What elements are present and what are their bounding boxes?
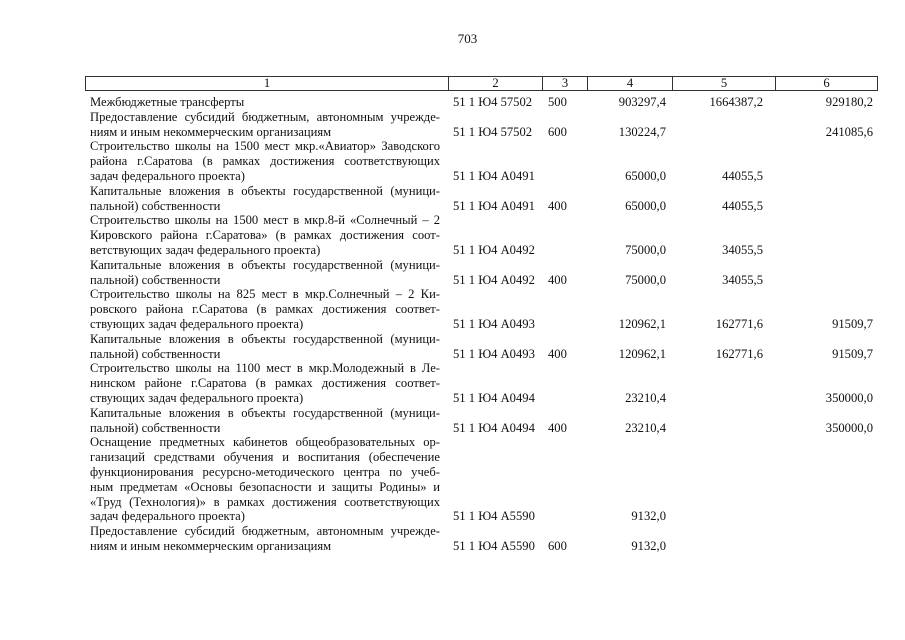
row-expense-type: 400: [548, 198, 567, 213]
table-row: [85, 139, 878, 183]
row-name-line: ствующих задач федерального проекта): [90, 316, 304, 331]
row-value-6: 350000,0: [825, 420, 873, 435]
row-value-6: 929180,2: [825, 95, 873, 109]
row-name-line: Капитальные вложения в объекты государственной (муници-: [90, 257, 440, 272]
row-value-6: [763, 199, 873, 214]
row-name: [85, 332, 440, 362]
header-col-4: 4: [587, 77, 672, 90]
row-value-4: 903297,4: [618, 95, 666, 109]
row-name-line: района г.Саратова (в рамках достижения соответствующих: [90, 154, 440, 169]
row-name: [85, 435, 440, 524]
row-name-line: ниям и иным некоммерческим организациям: [90, 124, 332, 139]
row-name: [85, 110, 440, 140]
row-value-5: [666, 391, 763, 406]
row-name-line: Строительство школы на 1100 мест в мкр.Молодежный в Ле-: [90, 361, 440, 376]
row-name-line: пальной) собственности: [90, 272, 221, 287]
row-value-4: 120962,1: [618, 346, 666, 361]
row-value-5: 44055,5: [722, 198, 763, 213]
row-value-6: [763, 169, 873, 184]
row-name-line: нинском районе г.Саратова (в рамках достижения соответ-: [90, 376, 440, 391]
row-name-line: «Труд (Технология)» в рамках достижения соответствующих: [90, 494, 440, 509]
table-row: [85, 95, 878, 110]
row-code: 51 1 Ю4 А0494: [453, 420, 535, 435]
row-value-6: 91509,7: [832, 346, 873, 361]
row-value-4: 9132,0: [631, 538, 666, 553]
row-value-4: 75000,0: [625, 242, 666, 257]
row-value-4: 9132,0: [631, 509, 666, 524]
row-name: [85, 184, 440, 214]
row-value-6: [763, 273, 873, 288]
table-row: [85, 332, 878, 362]
header-col-1: 1: [263, 76, 271, 90]
row-name: [85, 406, 440, 436]
row-code: 51 1 Ю4 А0491: [453, 168, 535, 183]
row-value-5: [666, 539, 763, 554]
row-value-6: 350000,0: [825, 390, 873, 405]
row-name-line: Предоставление субсидий бюджетным, автономным учрежде-: [90, 524, 440, 539]
row-name-line: ниям и иным некоммерческим организациям: [90, 538, 332, 553]
table-header: [85, 76, 878, 91]
row-name-line: ным предметам «Основы безопасности и защиты Родины» и: [90, 479, 440, 494]
row-name: [85, 524, 440, 554]
row-expense-type: 400: [548, 420, 567, 435]
row-value-4: 23210,4: [625, 390, 666, 405]
row-value-5: 1664387,2: [709, 95, 763, 109]
row-code: 51 1 Ю4 А5590: [453, 509, 535, 524]
row-name-line: Предоставление субсидий бюджетным, автономным учрежде-: [90, 109, 440, 124]
row-name: [85, 95, 440, 110]
row-value-6: [763, 539, 873, 554]
table-row: [85, 287, 878, 331]
table-row: [85, 110, 878, 140]
table-row: [85, 258, 878, 288]
table-row: [85, 524, 878, 554]
row-code: 51 1 Ю4 57502: [453, 95, 533, 109]
row-code: 51 1 Ю4 А0491: [453, 198, 535, 213]
row-expense-type: [540, 317, 583, 332]
row-name-line: Капитальные вложения в объекты государственной (муници-: [90, 183, 440, 198]
row-value-5: 34055,5: [722, 242, 763, 257]
row-expense-type: [540, 391, 583, 406]
row-value-6: 91509,7: [832, 316, 873, 331]
row-code: 51 1 Ю4 А0494: [453, 390, 535, 405]
row-value-4: 23210,4: [625, 420, 666, 435]
row-name: [85, 139, 440, 183]
row-code: 51 1 Ю4 А0493: [453, 346, 535, 361]
row-code: 51 1 Ю4 57502: [453, 124, 533, 139]
row-value-4: 75000,0: [625, 272, 666, 287]
row-expense-type: [540, 169, 583, 184]
row-value-5: 44055,5: [722, 168, 763, 183]
row-code: 51 1 Ю4 А0492: [453, 272, 535, 287]
row-expense-type: 600: [548, 124, 567, 139]
row-code: 51 1 Ю4 А5590: [453, 538, 535, 553]
row-value-6: [763, 509, 873, 524]
row-value-4: 65000,0: [625, 198, 666, 213]
row-name-line: Капитальные вложения в объекты государственной (муници-: [90, 405, 440, 420]
header-col-5: 5: [672, 77, 775, 90]
header-col-3: 3: [542, 77, 587, 90]
row-name-line: Строительство школы на 1500 мест в мкр.8-й «Солнечный – 2: [90, 213, 440, 228]
row-expense-type: 500: [548, 95, 567, 109]
row-code: 51 1 Ю4 А0493: [453, 316, 535, 331]
row-name-line: ровского района г.Саратова (в рамках достижения соответ-: [90, 302, 440, 317]
row-name-line: пальной) собственности: [90, 420, 221, 435]
row-value-5: [666, 421, 763, 436]
row-name-line: функционирования ресурсно-методического центра по учеб-: [90, 464, 440, 479]
row-value-5: 162771,6: [715, 316, 763, 331]
row-name: [85, 287, 440, 331]
row-expense-type: 400: [548, 346, 567, 361]
row-value-5: 162771,6: [715, 346, 763, 361]
table-row: [85, 361, 878, 405]
table-row: [85, 435, 878, 524]
table-row: [85, 406, 878, 436]
row-value-6: [763, 243, 873, 258]
row-name-line: ганизаций средствами обучения и воспитания (обеспечение: [90, 450, 440, 465]
row-name-line: пальной) собственности: [90, 198, 221, 213]
row-name-line: Межбюджетные трансферты: [90, 95, 245, 109]
row-value-6: 241085,6: [825, 124, 873, 139]
row-value-4: 65000,0: [625, 168, 666, 183]
row-value-5: 34055,5: [722, 272, 763, 287]
row-name-line: ветствующих задач федерального проекта): [90, 242, 321, 257]
row-name: [85, 213, 440, 257]
row-name-line: Строительство школы на 1500 мест мкр.«Авиатор» Заводского: [90, 139, 440, 154]
row-value-4: 130224,7: [618, 124, 666, 139]
row-value-5: [666, 125, 763, 140]
row-code: 51 1 Ю4 А0492: [453, 242, 535, 257]
row-name-line: пальной) собственности: [90, 346, 221, 361]
row-expense-type: 400: [548, 272, 567, 287]
table-row: [85, 213, 878, 257]
page-number: 703: [457, 31, 478, 46]
row-name: [85, 258, 440, 288]
header-col-6: 6: [775, 77, 877, 90]
table-row: [85, 184, 878, 214]
row-name-line: задач федерального проекта): [90, 168, 245, 183]
table-body: [85, 95, 878, 554]
row-name-line: Оснащение предметных кабинетов общеобразовательных ор-: [90, 435, 440, 450]
row-value-4: 120962,1: [618, 316, 666, 331]
row-name-line: ствующих задач федерального проекта): [90, 390, 304, 405]
row-expense-type: 600: [548, 538, 567, 553]
header-col-2: 2: [448, 77, 542, 90]
row-name-line: Строительство школы на 825 мест в мкр.Солнечный – 2 Ки-: [90, 287, 440, 302]
row-name-line: задач федерального проекта): [90, 509, 245, 524]
row-name-line: Капитальные вложения в объекты государственной (муници-: [90, 331, 440, 346]
row-name-line: Кировского района г.Саратова» (в рамках достижения соот-: [90, 228, 440, 243]
row-expense-type: [540, 243, 583, 258]
row-name: [85, 361, 440, 405]
row-expense-type: [540, 509, 583, 524]
row-value-5: [666, 509, 763, 524]
